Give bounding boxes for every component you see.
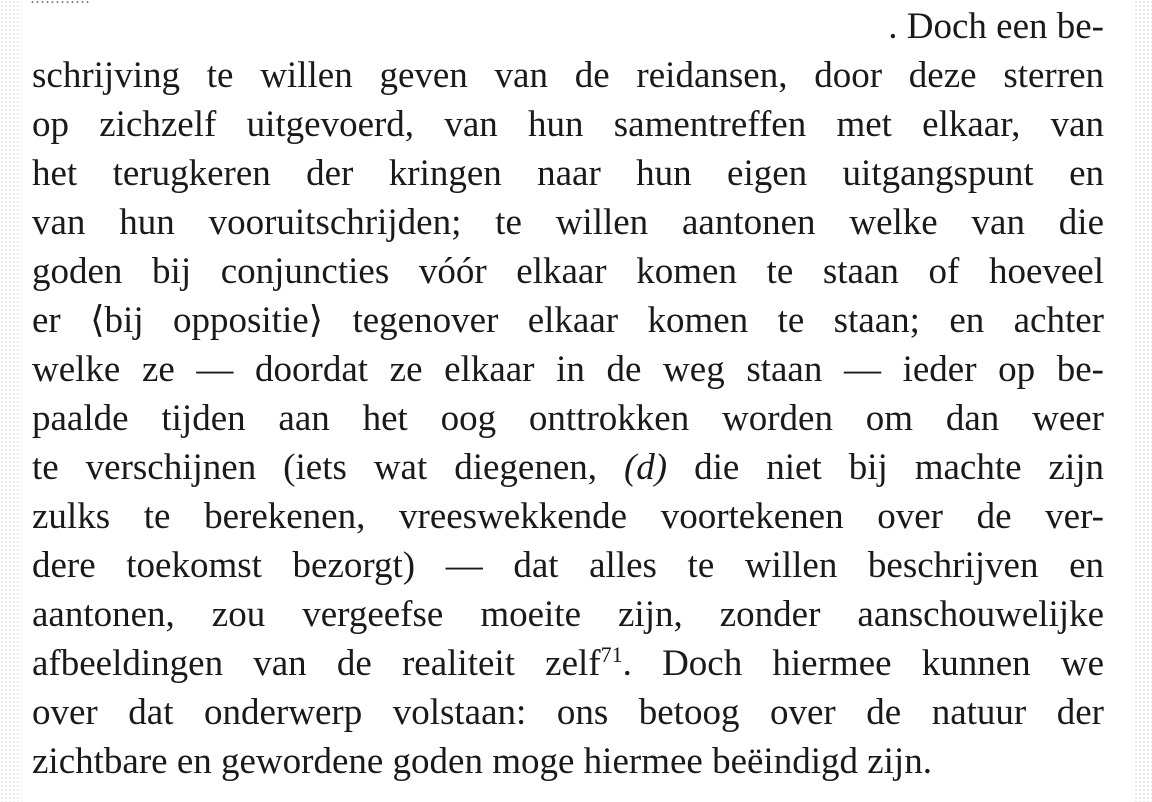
text-line-8: welke ze — doordat ze elkaar in de weg staan — ieder op be- (32, 349, 1104, 390)
text-line-14-end: . Doch hiermee kunnen we (622, 643, 1104, 684)
text-line-12: dere toekomst bezorgt) — dat alles te willen beschrijven en (32, 545, 1104, 586)
scan-margin-left (0, 0, 22, 802)
marginal-reference-d: (d) (623, 447, 668, 488)
text-line-14 (32, 639, 1104, 688)
text-line-3: op zichzelf uitgevoerd, van hun samentreffen met elkaar, van (32, 104, 1104, 145)
text-line-1: . Doch een be- (888, 6, 1104, 47)
footnote-marker-71[interactable]: 71 (600, 642, 623, 667)
body-text (32, 2, 1104, 786)
text-line-11: zulks te berekenen, vreeswekkende voortekenen over de ver- (32, 496, 1104, 537)
text-line-13: aantonen, zou vergeefse moeite zijn, zonder aanschouwelijke (32, 594, 1104, 635)
text-line-6: goden bij conjuncties vóór elkaar komen te staan of hoeveel (32, 251, 1104, 292)
text-line-5: van hun vooruitschrijden; te willen aantonen welke van die (32, 202, 1104, 243)
text-line-14-start: afbeeldingen van de realiteit zelf (32, 643, 601, 684)
text-line-10-start: te verschijnen (iets wat diegenen, (32, 447, 624, 488)
text-line-2: schrijving te willen geven van de reidansen, door deze sterren (32, 55, 1104, 96)
text-line-9: paalde tijden aan het oog onttrokken worden om dan weer (32, 398, 1104, 439)
text-line-16: zichtbare en gewordene goden moge hiermee beëindigd zijn. (32, 741, 932, 782)
text-line-10 (32, 443, 1104, 492)
text-line-10-end: die niet bij machte zijn (667, 447, 1104, 488)
scan-margin-right (1134, 0, 1152, 802)
text-line-7: er ⟨bij oppositie⟩ tegenover elkaar komen te staan; en achter (32, 300, 1104, 341)
text-line-4: het terugkeren der kringen naar hun eigen uitgangspunt en (32, 153, 1104, 194)
text-line-15: over dat onderwerp volstaan: ons betoog over de natuur der (32, 692, 1104, 733)
